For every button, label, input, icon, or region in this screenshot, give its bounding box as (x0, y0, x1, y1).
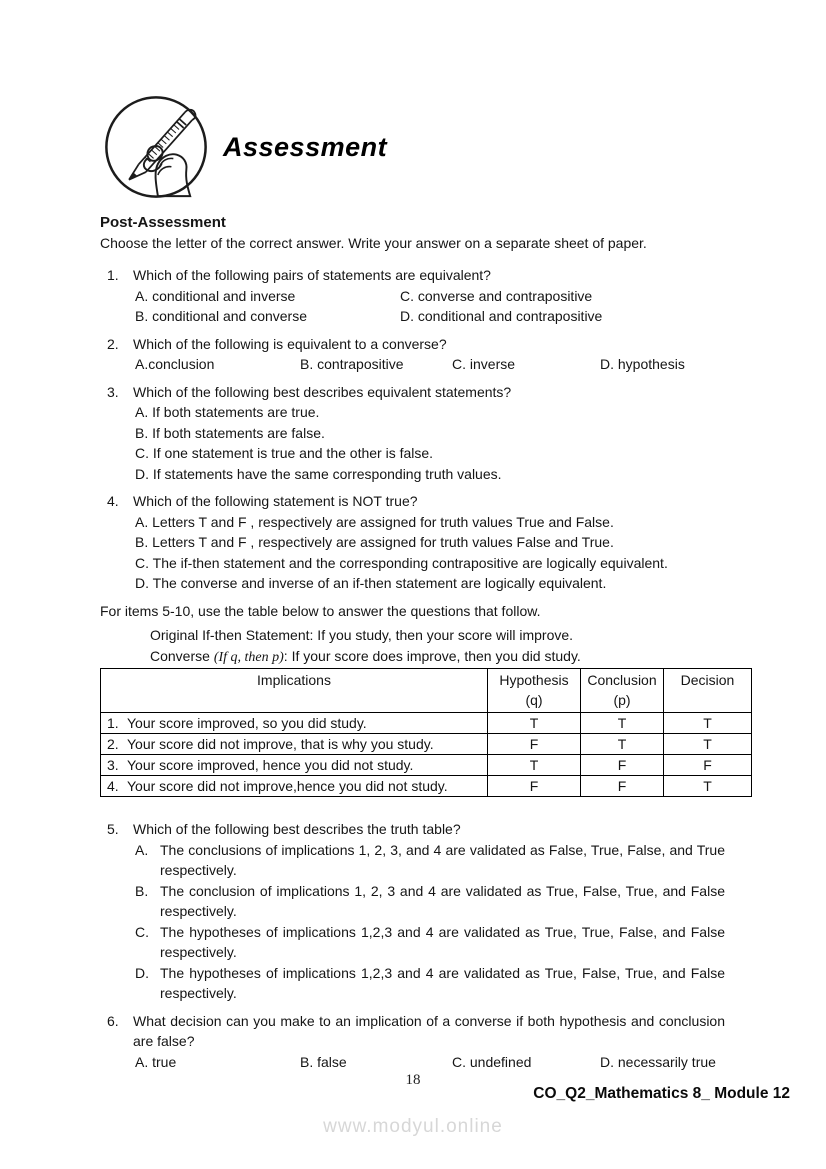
question-number: 1. (107, 267, 119, 283)
option-text: The hypotheses of implications 1,2,3 and 4 are validated as True, False, True, and False respectively. (160, 964, 725, 1001)
option-label: D. (135, 964, 149, 981)
items-5-10-lead: For items 5-10, use the table below to answer the questions that follow. (100, 602, 541, 619)
question-6 (100, 1011, 752, 1073)
option-b: B. Letters T and F , respectively are assigned for truth values False and True. (135, 534, 614, 550)
converse-math-expression: (If q, then p) (213, 650, 284, 665)
option-d: D. If statements have the same corresponding truth values. (135, 465, 502, 482)
option-b: B. false (300, 1053, 347, 1070)
question-6-options (135, 1052, 725, 1073)
question-number: 4. (107, 493, 119, 509)
option-c: C. undefined (452, 1053, 532, 1070)
original-statement: Original If-then Statement: If you study, then your score will improve. (150, 627, 574, 643)
question-number: 6. (107, 1012, 119, 1029)
option-d: D. necessarily true (600, 1053, 716, 1070)
option-b: B. If both statements are false. (135, 424, 325, 441)
option-a (135, 840, 725, 881)
header-implications: Implications (101, 669, 488, 713)
question-4 (100, 491, 752, 594)
decision-cell: T (664, 713, 752, 734)
decision-cell: T (664, 734, 752, 755)
question-text: Which of the following pairs of statements are equivalent? (133, 267, 491, 283)
conclusion-cell: T (581, 713, 664, 734)
option-c: C. The if-then statement and the corresponding contrapositive are logically equivalent. (135, 554, 668, 571)
decision-cell: F (664, 755, 752, 776)
option-a: A. true (135, 1053, 177, 1070)
question-2 (100, 334, 752, 375)
question-number: 2. (107, 335, 119, 352)
option-b: B. conditional and converse (135, 308, 307, 324)
header-conclusion: Conclusion (p) (581, 669, 664, 713)
option-b: B. contrapositive (300, 356, 404, 372)
question-text: What decision can you make to an implication of a converse if both hypothesis and conclusion are false? (133, 1012, 725, 1049)
option-b (135, 881, 725, 922)
header-decision: Decision (664, 669, 752, 713)
post-assessment-heading: Post-Assessment (100, 214, 226, 231)
option-a: A.conclusion (135, 356, 215, 372)
question-5 (100, 819, 752, 1004)
hypothesis-cell: F (488, 776, 581, 797)
option-c: C. inverse (452, 356, 516, 372)
table-row (101, 776, 752, 797)
instruction-text: Choose the letter of the correct answer. Write your answer on a separate sheet of paper. (100, 235, 647, 251)
header-hypothesis: Hypothesis (q) (488, 669, 581, 713)
hypothesis-cell: T (488, 755, 581, 776)
option-d: D. conditional and contrapositive (400, 308, 603, 324)
question-1-options (135, 286, 725, 327)
page-content (100, 94, 752, 1079)
question-text: Which of the following is equivalent to a converse? (133, 335, 447, 352)
truth-table (100, 668, 752, 797)
option-label: C. (135, 923, 149, 940)
option-text: The conclusions of implications 1, 2, 3, and 4 are validated as False, True, False, and True respectively. (160, 841, 725, 878)
option-a: A. conditional and inverse (135, 287, 296, 304)
table-intro (150, 625, 752, 668)
table-row (101, 734, 752, 755)
hypothesis-cell: T (488, 713, 581, 734)
converse-prefix: Converse (150, 648, 214, 664)
assessment-header (100, 94, 752, 200)
option-label: A. (135, 841, 149, 858)
page-number: 18 (405, 1072, 421, 1088)
question-4-options (135, 512, 725, 594)
option-a: A. If both statements are true. (135, 404, 320, 420)
watermark-text: www.modyul.online (323, 1116, 503, 1137)
question-2-options (135, 354, 725, 375)
conclusion-cell: F (581, 755, 664, 776)
table-row (101, 713, 752, 734)
question-number: 5. (107, 821, 119, 837)
option-c: C. If one statement is true and the other is false. (135, 445, 434, 461)
option-label: B. (135, 882, 149, 899)
question-number: 3. (107, 383, 119, 400)
question-text: Which of the following best describes equivalent statements? (133, 383, 512, 400)
conclusion-cell: F (581, 776, 664, 797)
writing-hand-pencil-icon (103, 94, 209, 200)
question-3-options (135, 402, 725, 484)
option-c (135, 922, 725, 963)
page-title: Assessment (223, 131, 388, 162)
module-footer-label: CO_Q2_Mathematics 8_ Module 12 (533, 1085, 790, 1102)
option-d: D. hypothesis (600, 356, 685, 372)
implication-cell: 1. Your score improved, so you did study. (101, 713, 488, 734)
question-text: Which of the following best describes the truth table? (133, 821, 461, 837)
option-text: The conclusion of implications 1, 2, 3 and 4 are validated as True, False, True, and False respectively. (160, 882, 725, 919)
option-d (135, 963, 725, 1004)
implication-cell: 3. Your score improved, hence you did not study. (101, 755, 488, 776)
question-text: Which of the following statement is NOT true? (133, 493, 418, 509)
implication-cell: 4. Your score did not improve,hence you did not study. (101, 776, 488, 797)
question-3 (100, 382, 752, 485)
hypothesis-cell: F (488, 734, 581, 755)
conclusion-cell: T (581, 734, 664, 755)
decision-cell: T (664, 776, 752, 797)
table-row (101, 755, 752, 776)
implication-cell: 2. Your score did not improve, that is why you study. (101, 734, 488, 755)
truth-table-header-row (101, 669, 752, 713)
converse-statement (150, 646, 752, 668)
option-c: C. converse and contrapositive (400, 287, 593, 304)
option-d: D. The converse and inverse of an if-then statement are logically equivalent. (135, 575, 607, 591)
question-1 (100, 265, 752, 327)
converse-suffix: : If your score does improve, then you did study. (283, 648, 581, 664)
question-5-options (135, 840, 725, 1004)
option-text: The hypotheses of implications 1,2,3 and 4 are validated as True, True, False, and False respectively. (160, 923, 725, 960)
option-a: A. Letters T and F , respectively are assigned for truth values True and False. (135, 513, 614, 530)
